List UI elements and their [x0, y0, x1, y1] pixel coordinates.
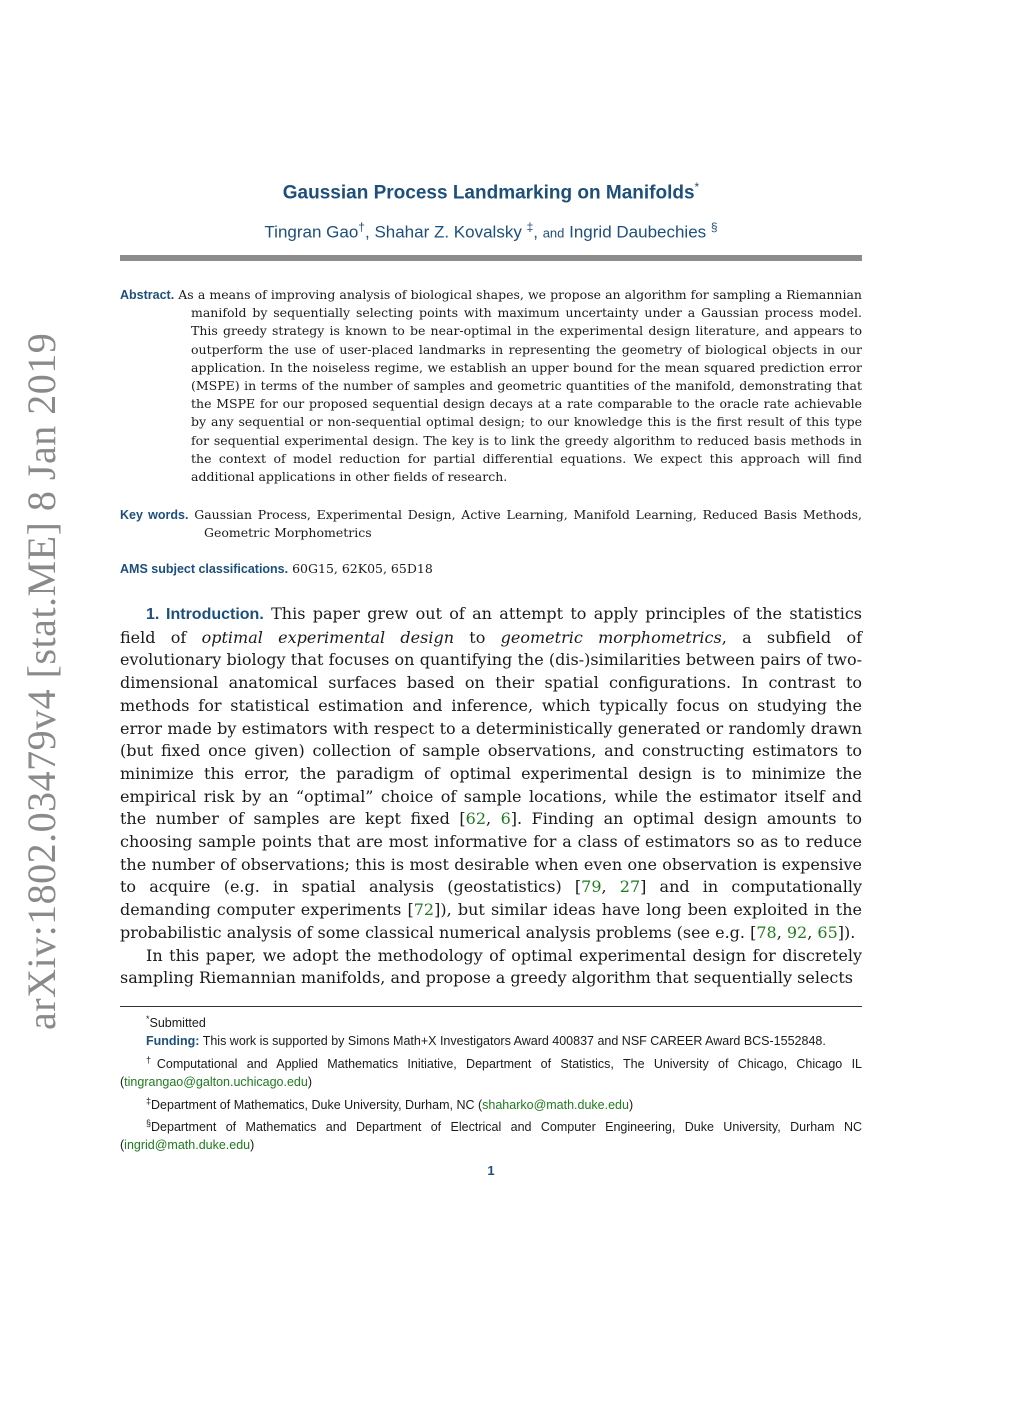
ams-text: 60G15, 62K05, 65D18: [292, 561, 433, 576]
footnote-mark: §: [146, 1117, 152, 1128]
citation-link[interactable]: 6: [500, 809, 511, 829]
citation-link[interactable]: 65: [817, 922, 838, 942]
author-kovalsky: Shahar Z. Kovalsky: [374, 222, 527, 242]
author-daubechies: Ingrid Daubechies: [564, 222, 711, 242]
title-footnote-mark: *: [694, 180, 700, 194]
funding-label: Funding:: [146, 1034, 200, 1049]
email-link[interactable]: shaharko@math.duke.edu: [482, 1097, 629, 1112]
author-gao: Tingran Gao: [264, 222, 359, 242]
author-separator: ,: [533, 222, 543, 242]
author-mark-double-dagger: ‡: [526, 220, 534, 234]
footnote-mark: *: [146, 1014, 150, 1024]
abstract: [120, 286, 862, 486]
paper-title: [120, 180, 862, 204]
footnote-kovalsky: [120, 1092, 862, 1114]
footnote-text: ): [628, 1097, 634, 1112]
footnote-daubechies: [120, 1114, 862, 1155]
citation-link[interactable]: 62: [465, 809, 486, 829]
author-list: [120, 220, 862, 243]
email-link[interactable]: tingrangao@galton.uchicago.edu: [124, 1075, 308, 1090]
intro-text: , a subfield of evolutionary biology that focuses on quantifying the (dis-)similarities between pairs of two-dimensional anatomical surfaces based on their spatial configurations. In contrast to methods for statistical estimation and inference, which typically focus on studying the error made by estimators with respect to a deterministically generated or randomly drawn (but fixed once given) collection of sample observations, and constructing estimators to minimize this error, the paradigm of optimal experimental design is to minimize the empirical risk by an “optimal” choice of sample locations, while the estimator itself and the number of samples are kept fixed [: [120, 627, 862, 829]
author-mark-dagger: †: [358, 220, 365, 234]
citation-link[interactable]: 79: [581, 877, 602, 897]
ams-label: AMS subject classifications.: [120, 562, 289, 576]
keywords-text: Gaussian Process, Experimental Design, Active Learning, Manifold Learning, Reduced Basis Methods, Geometric Morphometrics: [194, 507, 863, 541]
footnote-text: Department of Mathematics and Department of Electrical and Computer Engineering, Duke University, Durham NC (: [120, 1120, 862, 1153]
intro-paragraph-1: 1. Introduction. This paper grew out of an attempt to apply principles of the statistics field of optimal experimental design to geometric morphometrics, a subfield of evolutionary biology that focuses on quantifying the (dis-)similarities between pairs of two-dimensional anatomical surfaces based on their spatial configurations. In contrast to methods for statistical estimation and inference, which typically focus on studying the error made by estimators with respect to a deterministically generated or randomly drawn (but fixed once given) collection of sample observations, and constructing estimators to minimize this error, the paradigm of optimal experimental design is to minimize the empirical risk by an “optimal” choice of sample locations, while the estimator itself and the number of samples are kept fixed [62, 6]. Finding an optimal design amounts to choosing sample points that are most informative for a class of estimators so as to reduce the number of observations; this is most desirable when even one observation is expensive to acquire (e.g. in spatial analysis (geostatistics) [79, 27] and in computationally demanding computer experiments [72]), but similar ideas have long been exploited in the probabilistic analysis of some classical numerical analysis problems (see e.g. [78, 92, 65]).: [120, 604, 863, 942]
intro-text: This paper grew out of an attempt to apply principles of the statistics field of: [120, 604, 863, 647]
citation-link[interactable]: 78: [756, 922, 777, 942]
footnote-mark: ‡: [146, 1095, 152, 1106]
author-and: and: [542, 225, 565, 241]
footnotes: [120, 1010, 862, 1155]
footnote-text: This work is supported by Simons Math+X Investigators Award 400837 and NSF CAREER Award BCS-1552848.: [202, 1034, 826, 1049]
intro-emphasis: optimal experimental design: [201, 627, 455, 647]
page-number: 1: [487, 1163, 495, 1178]
footnote-mark: †: [146, 1054, 157, 1065]
introduction-section: [120, 603, 862, 990]
footnote-text: Department of Mathematics, Duke University, Durham, NC (: [151, 1097, 483, 1112]
intro-emphasis: geometric morphometrics: [500, 627, 722, 647]
citation-link[interactable]: 72: [413, 900, 435, 920]
author-separator: ,: [364, 222, 375, 242]
ams-classifications: [120, 560, 862, 578]
citation-link[interactable]: 27: [619, 877, 641, 897]
footnote-rule: [120, 1006, 862, 1007]
email-link[interactable]: ingrid@math.duke.edu: [124, 1138, 251, 1153]
footnote-gao: [120, 1051, 862, 1092]
intro-text: ]).: [837, 922, 856, 942]
citation-link[interactable]: 92: [786, 922, 808, 942]
paper-title-text: Gaussian Process Landmarking on Manifolds: [282, 182, 695, 204]
abstract-label: Abstract.: [120, 288, 175, 302]
keywords-label: Key words.: [120, 508, 189, 522]
intro-text: to: [454, 627, 501, 647]
footnote-submitted: [120, 1010, 862, 1032]
abstract-text: As a means of improving analysis of biological shapes, we propose an algorithm for sampling a Riemannian manifold by sequentially selecting points with maximum uncertainty under a Gaussian process model. This greedy strategy is known to be near-optimal in the experimental design literature, and appears to outperform the use of user-placed landmarks in representing the geometry of biological objects in our application. In the noiseless regime, we establish an upper bound for the mean squared prediction error (MSPE) in terms of the number of samples and geometric quantities of the manifold, demonstrating that the MSPE for our proposed sequential design decays at a rate comparable to the oracle rate achievable by any sequential or non-sequential optimal design; to our knowledge this is the first result of this type for sequential experimental design. The key is to link the greedy algorithm to reduced basis methods in the context of model reduction for partial differential equations. We expect this approach will find additional applications in other fields of research.: [178, 287, 862, 485]
intro-paragraph-2: In this paper, we adopt the methodology of optimal experimental design for discretely sampling Riemannian manifolds, and propose a greedy algorithm that sequentially selects: [120, 945, 862, 988]
footnote-text: Computational and Applied Mathematics Initiative, Department of Statistics, The University of Chicago, Chicago IL (: [120, 1056, 862, 1090]
section-heading: 1. Introduction.: [146, 606, 264, 623]
title-rule: [120, 255, 862, 261]
footnote-text: Submitted: [149, 1016, 206, 1031]
keywords: [120, 506, 862, 542]
footnote-text: ): [307, 1075, 313, 1090]
arxiv-identifier: arXiv:1802.03479v4 [stat.ME] 8 Jan 2019: [19, 332, 64, 1030]
footnote-text: ): [250, 1138, 255, 1153]
intro-text: ] and in computationally demanding computer experiments [: [120, 877, 862, 920]
intro-text: ]), but similar ideas have long been exploited in the probabilistic analysis of some classical numerical analysis problems (see e.g. [: [120, 900, 863, 942]
intro-text: ]. Finding an optimal design amounts to choosing sample points that are most informative for a class of estimators so as to reduce the number of observations; this is most desirable when even one observation is expensive to acquire (e.g. in spatial analysis (geostatistics) [: [120, 809, 863, 897]
footnote-funding: [120, 1032, 862, 1050]
author-mark-section: §: [710, 220, 718, 234]
